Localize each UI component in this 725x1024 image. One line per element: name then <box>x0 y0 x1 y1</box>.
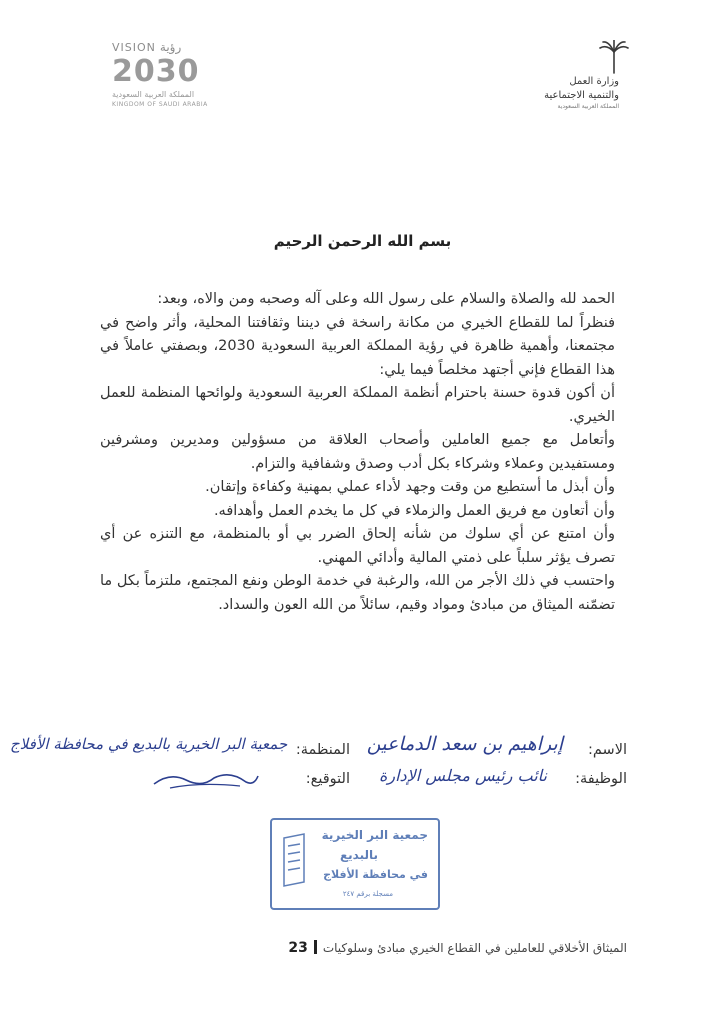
organization-stamp <box>270 818 440 910</box>
paragraph: فنظراً لما للقطاع الخيري من مكانة راسخة في ديننا وثقافتنا المحلية، وأثر واضح في مجتمعنا، وأهمية ظاهرة في رؤية المملكة العربية السعودية 2030، وبصفتي عاملاً في هذا القطاع فإني أجتهد مخلصاً فيما يلي: <box>100 314 616 378</box>
job-handwritten: نائب رئيس مجلس الإدارة <box>379 766 547 785</box>
paragraph: وأن أتعاون مع فريق العمل والزملاء في كل ما يخدم العمل وأهدافه. <box>213 502 615 519</box>
paragraph: وأن أبذل ما أستطيع من وقت وجهد لأداء عملي بمهنية وكفاءة وإتقان. <box>205 479 615 495</box>
ministry-line-3: المملكة العربية السعودية <box>557 103 619 110</box>
paragraph: الحمد لله والصلاة والسلام على رسول الله وعلى آله وصحبه ومن والاه، وبعد: <box>157 291 615 307</box>
ministry-logo <box>519 40 629 110</box>
stamp-line-4: مسجلة برقم ٢٤٧ <box>342 890 393 898</box>
ministry-line-2: والتنمية الاجتماعية <box>544 90 619 101</box>
paragraph: أن أكون قدوة حسنة باحترام أنظمة المملكة العربية السعودية ولوائحها المنظمة للعمل الخيري. <box>100 385 615 425</box>
stamp-line-1: جمعية البر الخيرية <box>321 828 428 842</box>
palm-icon <box>599 40 629 74</box>
ministry-line-1: وزارة العمل <box>569 76 619 87</box>
org-label: المنظمة: <box>295 742 350 758</box>
vision-label-ar: رؤية <box>159 40 182 54</box>
vision-country-en: KINGDOM OF SAUDI ARABIA <box>112 101 208 108</box>
paragraph: وأن امتنع عن أي سلوك من شأنه إلحاق الضرر بي أو بالمنظمة، مع التنزه عن أي تصرف يؤثر سلباً على ذمتي المالية وأدائي المهني. <box>100 526 615 566</box>
vision-country-ar: المملكة العربية السعودية <box>112 90 195 99</box>
paragraph: وأتعامل مع جميع العاملين وأصحاب العلاقة من مسؤولين ومديرين ومشرفين ومستفيدين وعملاء وشركاء بكل أدب وصدق وشفافية والتزام. <box>100 432 615 472</box>
basmala-heading: بسم الله الرحمن الرحيم <box>273 232 452 250</box>
paragraph: واحتسب في ذلك الأجر من الله، والرغبة في خدمة الوطن ونفع المجتمع، ملتزماً بكل ما تضمّنه الميثاق من مبادئ ومواد وقيم، سائلاً من الله العون والسداد. <box>100 573 615 613</box>
org-handwritten: جمعية البر الخيرية بالبديع في محافظة الأفلاج <box>10 735 288 753</box>
vision-2030-logo <box>112 40 222 112</box>
job-label: الوظيفة: <box>575 771 627 787</box>
signature-label: التوقيع: <box>305 771 350 787</box>
stamp-line-3: في محافظة الأفلاج <box>323 868 428 881</box>
page-number: 23 <box>288 940 308 956</box>
name-label: الاسم: <box>588 742 627 758</box>
vision-label-en: VISION <box>112 41 156 54</box>
footer-title: الميثاق الأخلاقي للعاملين في القطاع الخيري مبادئ وسلوكيات <box>322 941 627 955</box>
footer-divider <box>314 940 317 954</box>
stamp-line-2: بالبديع <box>339 848 378 862</box>
vision-year: 2030 <box>112 54 200 89</box>
signature-scribble <box>150 764 260 794</box>
pledge-body <box>100 288 615 617</box>
name-handwritten: إبراهيم بن سعد الدماعين <box>366 733 563 755</box>
page-footer <box>288 940 627 956</box>
book-emblem-icon <box>280 830 308 890</box>
